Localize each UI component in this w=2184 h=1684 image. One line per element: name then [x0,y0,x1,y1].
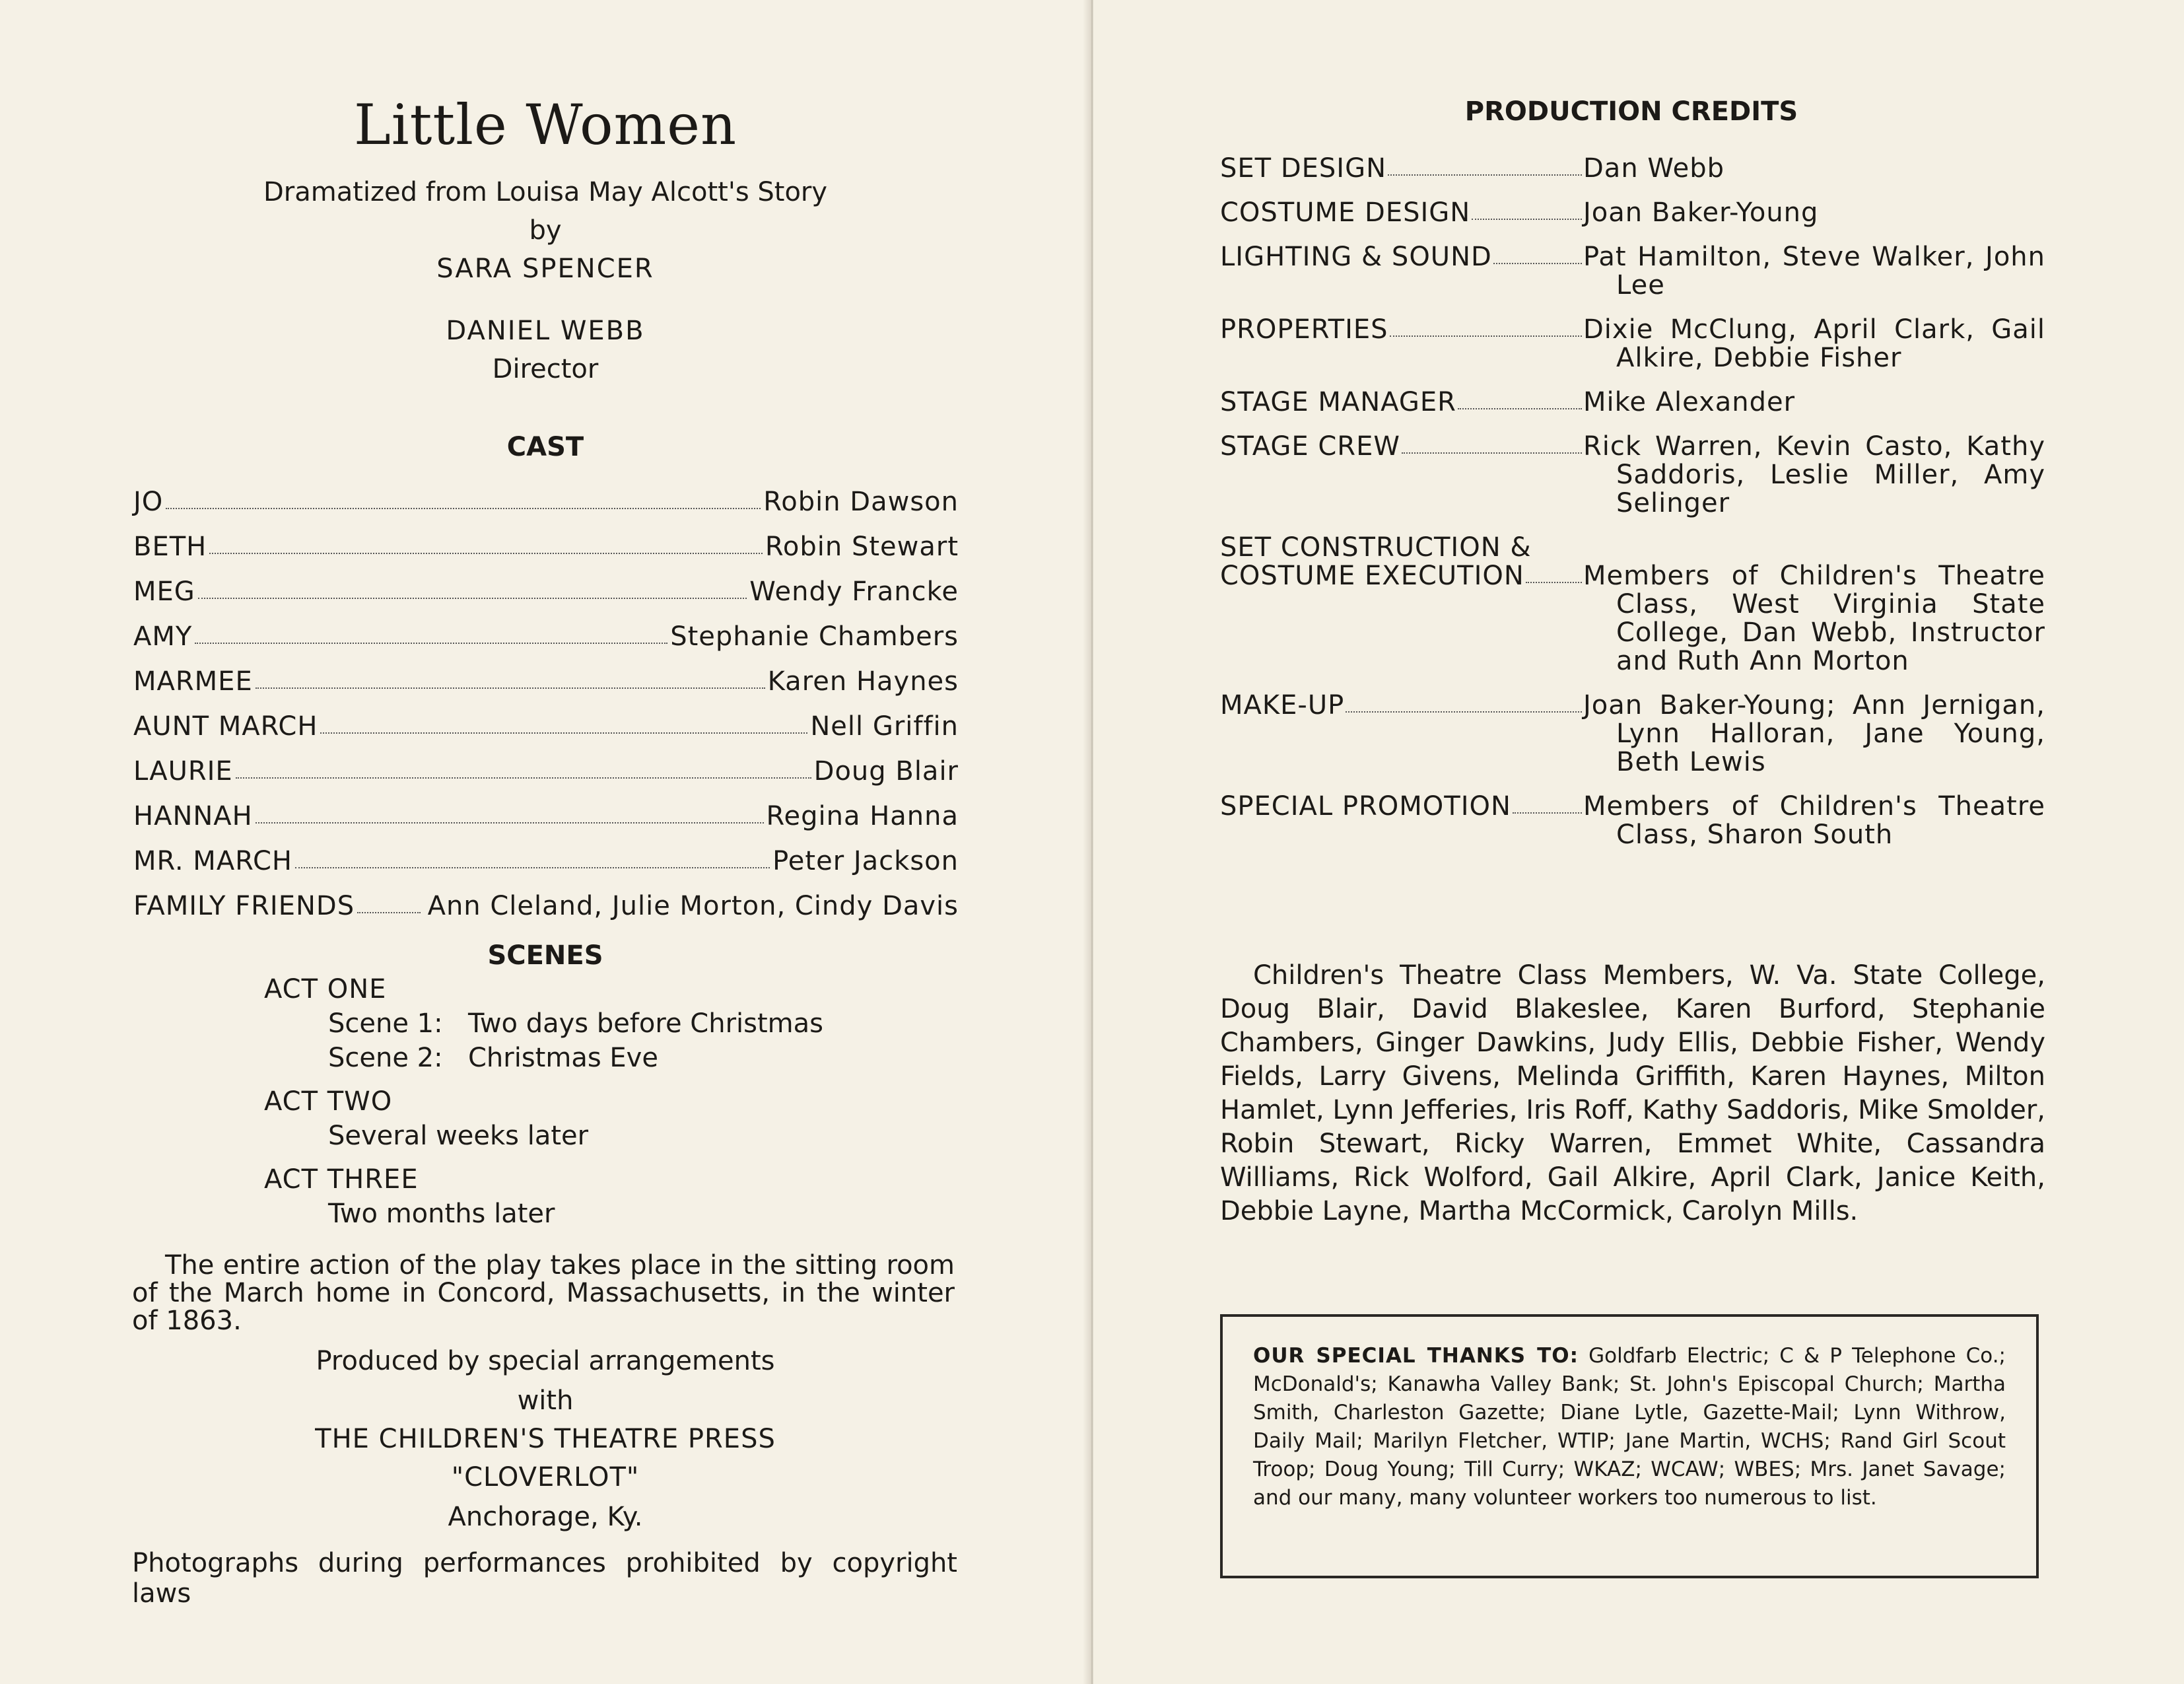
cast-list [133,472,959,921]
credit-row [1220,433,2045,518]
cast-actor: Wendy Francke [749,577,959,607]
cast-row [133,652,959,697]
credit-value: Dixie McClung, April Clark, Gail Alkire, Debbie Fisher [1583,314,2045,373]
leader-dots [1402,433,1582,454]
scenes-heading: SCENES [487,940,603,971]
produced-by-text: Produced by special arrangements [316,1346,775,1376]
cast-role: MARMEE [133,666,253,697]
cast-role: FAMILY FRIENDS [133,891,355,921]
with-text: with [517,1386,574,1416]
credit-label: SPECIAL PROMOTION [1220,791,1511,822]
scene-label: Scene 1: [328,1008,443,1039]
credit-value: Joan Baker-Young; Ann Jernigan, Lynn Halloran, Jane Young, Beth Lewis [1583,690,2045,777]
director-label: Director [492,354,599,384]
cast-actor: Stephanie Chambers [670,621,959,652]
cast-role: AMY [133,621,193,652]
cast-row [133,607,959,652]
publisher-cloverlot: "CLOVERLOT" [451,1462,640,1492]
left-page [0,0,1091,1684]
scene-desc: Christmas Eve [468,1043,658,1073]
credit-label: STAGE MANAGER [1220,387,1456,417]
cast-role: AUNT MARCH [133,711,318,742]
credit-label: LIGHTING & SOUND [1220,242,1492,272]
leader-dots [1526,562,1582,583]
leader-dots [166,508,761,509]
credit-label: PROPERTIES [1220,314,1388,345]
cast-actor: Regina Hanna [766,801,959,831]
cast-role: LAURIE [133,756,233,787]
credit-value: Dan Webb [1583,153,1724,184]
cast-row [133,876,959,921]
credit-value: Rick Warren, Kevin Casto, Kathy Saddoris, Leslie Miller, Amy Selinger [1583,431,2045,518]
leader-dots [1458,388,1582,409]
leader-dots [1513,792,1582,814]
cast-actor: Robin Dawson [763,487,959,517]
cast-role: MEG [133,577,195,607]
act-two-label: ACT TWO [264,1086,393,1117]
act-three-desc: Two months later [328,1199,555,1229]
credit-row [1220,388,2045,417]
cast-actor: Karen Haynes [767,666,959,697]
cast-row [133,697,959,742]
credits-list [1220,155,2045,865]
cast-actor: Peter Jackson [772,846,959,876]
by-text: by [529,215,562,246]
cast-role: BETH [133,532,207,562]
credit-row [1220,792,2045,849]
credit-value: Joan Baker-Young [1583,197,1819,228]
publisher-location: Anchorage, Ky. [448,1502,643,1532]
setting-paragraph: The entire action of the play takes place in the sitting room of the March home in Concord, Massachusetts, in the winter of 1863. [132,1250,955,1336]
act-three-label: ACT THREE [264,1164,419,1195]
leader-dots [198,598,747,599]
cast-row [133,562,959,607]
publisher-name: THE CHILDREN'S THEATRE PRESS [315,1424,776,1454]
cast-heading: CAST [506,432,584,462]
credit-row [1220,243,2045,300]
play-title: Little Women [353,92,737,157]
production-credits-heading: PRODUCTION CREDITS [1464,96,1798,127]
scenes-list [264,972,823,1231]
director-name: DANIEL WEBB [446,316,645,346]
special-thanks-label: OUR SPECIAL THANKS TO: [1253,1344,1579,1368]
credit-row [1220,199,2045,227]
cast-actor: Robin Stewart [765,532,959,562]
credit-value: Mike Alexander [1583,387,1796,417]
leader-dots [209,553,763,554]
credit-value: Pat Hamilton, Steve Walker, John Lee [1583,242,2045,300]
credit-row [1220,534,2045,676]
scene-desc: Two days before Christmas [468,1008,823,1039]
cast-role: HANNAH [133,801,253,831]
credit-row [1220,155,2045,183]
leader-dots [1493,243,1582,264]
leader-dots [195,643,667,644]
scene-one [264,1006,823,1041]
photo-notice: Photographs during performances prohibited by copyright laws [132,1548,957,1609]
credit-label: SET DESIGN [1220,153,1386,184]
credit-label: SET CONSTRUCTION & [1220,532,1532,563]
leader-dots [320,732,807,734]
special-thanks-text: Goldfarb Electric; C & P Telephone Co.; McDonald's; Kanawha Valley Bank; St. John's Episcopal Church; Martha Smith, Charleston Gazette; Diane Lytle, Gazette-Mail; Lynn Withrow, Daily Mail; Marilyn Fletcher, WTIP; Jane Martin, WCHS; Rand Girl Scout Troop; Doug Young; Till Curry; WKAZ; WCAW; WBES; Mrs. Janet Savage; and our many, many volunteer workers too numerous to list. [1253,1344,2006,1510]
leader-dots [1388,155,1582,176]
credit-row [1220,316,2045,372]
subtitle: Dramatized from Louisa May Alcott's Story [263,177,828,207]
leader-dots [295,867,770,868]
leader-dots [1346,691,1582,713]
leader-dots [1472,199,1582,220]
cast-actor: Doug Blair [813,756,959,787]
act-one-label: ACT ONE [264,974,387,1004]
cast-row [133,742,959,787]
cast-row [133,517,959,562]
credit-label: STAGE CREW [1220,431,1400,462]
cast-row [133,831,959,876]
cast-row [133,787,959,831]
credit-label-line2: COSTUME EXECUTION [1220,561,1524,591]
leader-dots [256,822,764,824]
cast-actor: Ann Cleland, Julie Morton, Cindy Davis [427,891,959,921]
scene-two [264,1041,823,1075]
credit-label: COSTUME DESIGN [1220,197,1471,228]
leader-dots [357,912,421,913]
cast-row [133,472,959,517]
credit-value: Members of Children's Theatre Class, West Virginia State College, Dan Webb, Instructor and Ruth Ann Morton [1583,561,2045,676]
leader-dots [1390,316,1582,337]
leader-dots [236,777,811,779]
cast-actor: Nell Griffin [810,711,959,742]
cast-role: JO [133,487,164,517]
credit-label: MAKE-UP [1220,690,1345,720]
cast-role: MR. MARCH [133,846,292,876]
leader-dots [256,687,765,689]
author-name: SARA SPENCER [436,254,654,284]
class-members-paragraph: Children's Theatre Class Members, W. Va. State College, Doug Blair, David Blakeslee, Karen Burford, Stephanie Chambers, Ginger Dawkins, Judy Ellis, Debbie Fisher, Wendy Fields, Larry Givens, Melinda Griffith, Karen Haynes, Milton Hamlet, Lynn Jefferies, Iris Roff, Kathy Saddoris, Mike Smolder, Robin Stewart, Ricky Warren, Emmet White, Cassandra Williams, Rick Wolford, Gail Alkire, April Clark, Janice Keith, Debbie Layne, Martha McCormick, Carolyn Mills. [1220,960,2045,1226]
credit-row [1220,691,2045,777]
scene-label: Scene 2: [328,1043,443,1073]
credit-value: Members of Children's Theatre Class, Sharon South [1583,791,2045,850]
act-two-desc: Several weeks later [328,1121,589,1151]
special-thanks-box [1220,1314,2039,1578]
